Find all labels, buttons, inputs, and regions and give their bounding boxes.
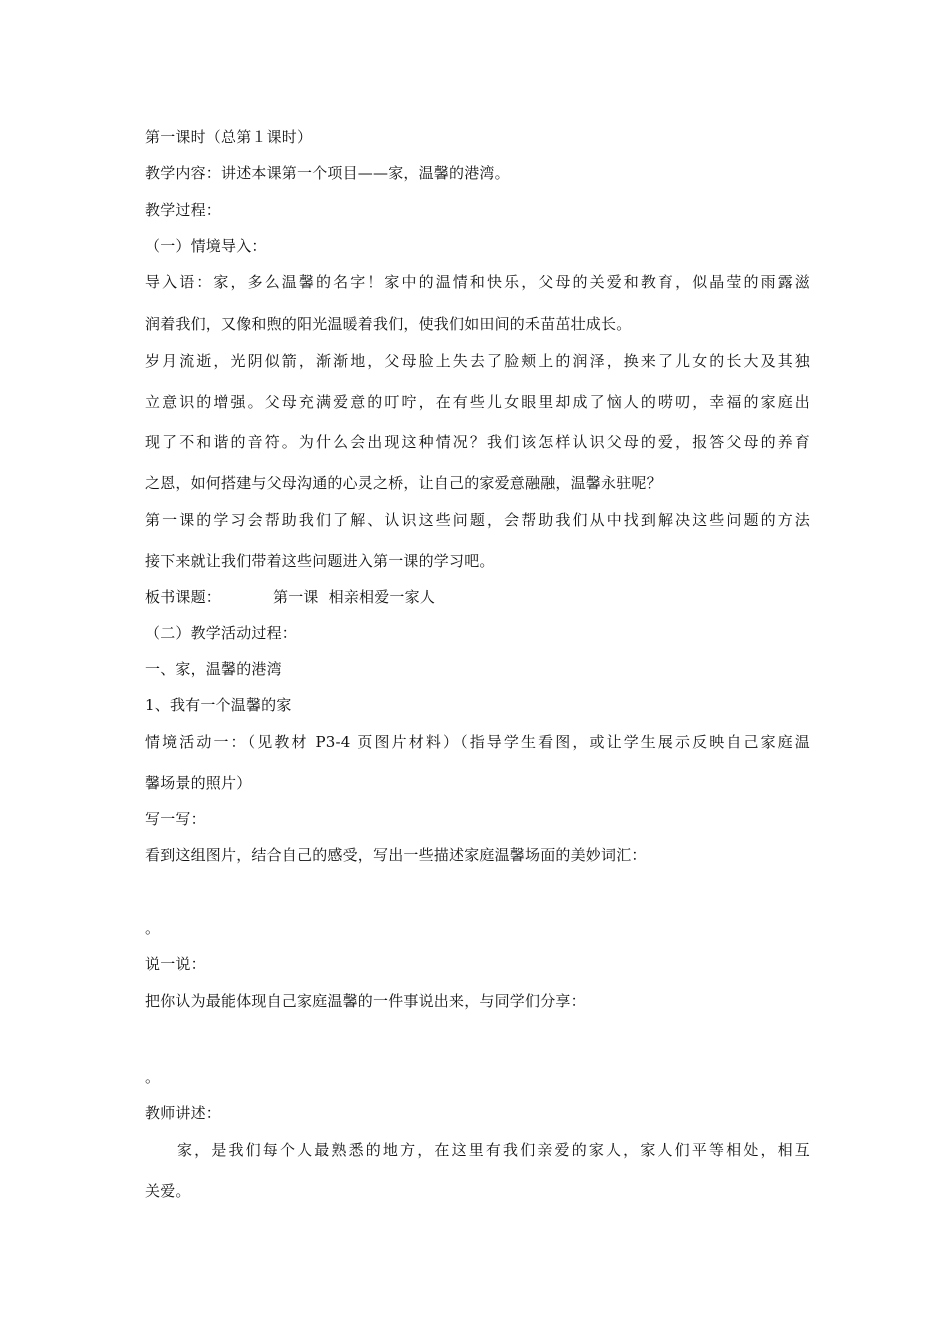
teaching-process-heading: 教学过程：: [145, 201, 222, 219]
teacher-narration-heading: 教师讲述：: [145, 1104, 222, 1122]
intro-paragraph-line-2: 润着我们，又像和煦的阳光温暖着我们，使我们如田间的禾苗茁壮成长。: [145, 315, 632, 333]
teacher-narration-line-2: 关爱。: [145, 1182, 191, 1200]
say-heading: 说一说：: [145, 955, 206, 973]
write-heading: 写一写：: [145, 810, 206, 828]
section-intro-heading: （一）情境导入：: [145, 237, 267, 255]
paragraph-3-line-2: 接下来就让我们带着这些问题进入第一课的学习吧。: [145, 552, 495, 570]
write-answer-end: 。: [145, 919, 161, 937]
write-prompt: 看到这组图片，结合自己的感受，写出一些描述家庭温馨场面的美妙词汇：: [145, 846, 647, 864]
paragraph-3-line-1: 第一课的学习会帮助我们了解、认识这些问题，会帮助我们从中找到解决这些问题的方法: [145, 511, 810, 529]
paragraph-2-line-2: 立意识的增强。父母充满爱意的叮咛，在有些儿女眼里却成了恼人的唠叨，幸福的家庭出: [145, 393, 810, 411]
paragraph-2-line-1: 岁月流逝，光阴似箭，渐渐地，父母脸上失去了脸颊上的润泽，换来了儿女的长大及其独: [145, 352, 810, 370]
board-title-name: 相亲相爱一家人: [328, 588, 436, 606]
say-answer-end: 。: [145, 1068, 161, 1086]
lesson-period-heading: 第一课时（总第１课时）: [145, 128, 313, 146]
board-title-label: 板书课题：: [145, 588, 222, 606]
paragraph-2-line-3: 现了不和谐的音符。为什么会出现这种情况？我们该怎样认识父母的爱，报答父母的养育: [145, 433, 810, 451]
activity-1-line-1: 情境活动一：（见教材 P3-4 页图片材料）（指导学生看图，或让学生展示反映自己家庭温: [145, 733, 810, 751]
section-activities-heading: （二）教学活动过程：: [145, 624, 298, 642]
subsection-1-heading: 一、家，温馨的港湾: [145, 660, 282, 678]
intro-paragraph-line-1: 导入语：家，多么温馨的名字！家中的温情和快乐，父母的关爱和教育，似晶莹的雨露滋: [145, 273, 810, 291]
item-1-heading: 1、我有一个温馨的家: [145, 696, 292, 714]
board-title-line: [145, 587, 810, 607]
paragraph-2-line-4: 之恩，如何搭建与父母沟通的心灵之桥，让自己的家爱意融融，温馨永驻呢？: [145, 474, 662, 492]
activity-1-line-2: 馨场景的照片）: [145, 774, 252, 792]
teacher-narration-line-1: 家，是我们每个人最熟悉的地方，在这里有我们亲爱的家人，家人们平等相处，相互: [177, 1141, 810, 1159]
teaching-content: 教学内容：讲述本课第一个项目——家，温馨的港湾。: [145, 164, 510, 182]
say-prompt: 把你认为最能体现自己家庭温馨的一件事说出来，与同学们分享：: [145, 992, 586, 1010]
board-title-lesson: 第一课: [273, 588, 319, 606]
